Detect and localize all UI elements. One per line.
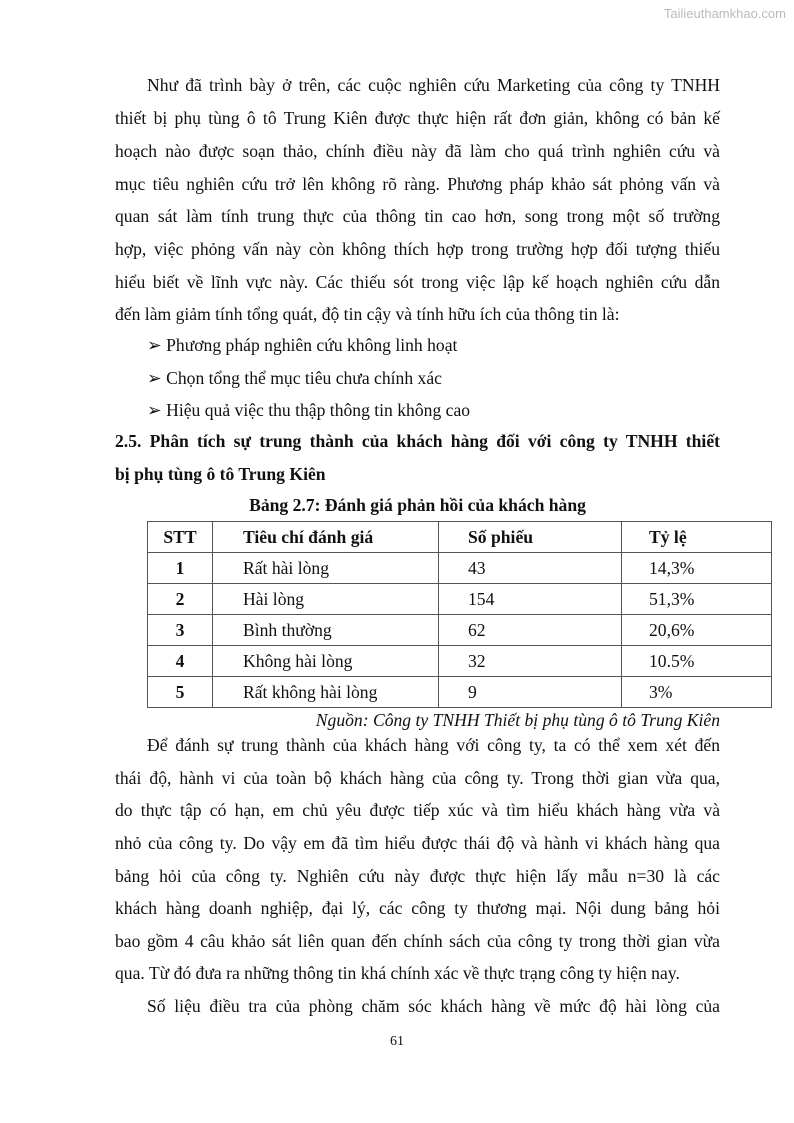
cell: 3 [148,615,213,646]
paragraph-line: hoạch nào được soạn thảo, chính điều này đã làm cho quá trình nghiên cứu và [115,141,720,161]
table-row [148,584,772,615]
paragraph-line: đến làm giảm tính tổng quát, độ tin cậy và tính hữu ích của thông tin là: [115,304,620,324]
paragraph-line: nhỏ của công ty. Do vậy em đã tìm hiểu được thái độ và hành vi khách hàng qua [115,833,720,853]
cell: 32 [439,646,622,677]
paragraph-line: Như đã trình bày ở trên, các cuộc nghiên cứu Marketing của công ty TNHH [147,75,720,95]
section-heading: bị phụ tùng ô tô Trung Kiên [115,464,326,484]
column-header: Tỷ lệ [622,522,772,553]
cell: 5 [148,677,213,708]
column-header: STT [148,522,213,553]
bullet-item: ➢ Phương pháp nghiên cứu không linh hoạt [147,335,458,355]
cell: 10.5% [622,646,772,677]
table-row [148,677,772,708]
table-source: Nguồn: Công ty TNHH Thiết bị phụ tùng ô tô Trung Kiên [315,710,720,730]
cell: 1 [148,553,213,584]
cell: 2 [148,584,213,615]
paragraph-line: hợp, việc phỏng vấn này còn không thích hợp trong trường hợp đối tượng thiếu [115,239,720,259]
paragraph-line: do thực tập có hạn, em chủ yêu được tiếp xúc và tìm hiểu khách hàng vừa và [115,800,720,820]
cell: 62 [439,615,622,646]
table-header-row [148,522,772,553]
page-number: 61 [390,1034,404,1049]
cell: Hài lòng [213,584,439,615]
bullet-item: ➢ Hiệu quả việc thu thập thông tin không cao [147,400,471,420]
cell: Rất không hài lòng [213,677,439,708]
cell: 20,6% [622,615,772,646]
section-heading: 2.5. Phân tích sự trung thành của khách hàng đối với công ty TNHH thiết [115,431,720,451]
paragraph-line: bảng hỏi của công ty. Nghiên cứu này được thực hiện lấy mẫu n=30 là các [115,866,720,886]
watermark: Tailieuthamkhao.com [663,6,786,21]
cell: 51,3% [622,584,772,615]
cell: Không hài lòng [213,646,439,677]
paragraph-line: Số liệu điều tra của phòng chăm sóc khách hàng về mức độ hài lòng của [147,996,720,1016]
cell: 4 [148,646,213,677]
table-caption: Bảng 2.7: Đánh giá phản hồi của khách hàng [249,495,586,515]
paragraph-line: bao gồm 4 câu khảo sát liên quan đến chính sách của công ty trong thời gian vừa [115,931,720,951]
paragraph-line: khách hàng doanh nghiệp, đại lý, các công ty thương mại. Nội dung bảng hỏi [115,898,720,918]
paragraph-line: hiểu biết về lĩnh vực này. Các thiếu sót trong việc lập kế hoạch nghiên cứu dẫn [115,272,720,292]
paragraph-line: thái độ, hành vi của toàn bộ khách hàng của công ty. Trong thời gian vừa qua, [115,768,720,788]
paragraph-line: mục tiêu nghiên cứu trở lên không rõ ràng. Phương pháp khảo sát phỏng vấn và [115,174,720,194]
feedback-table [147,521,772,708]
cell: Rất hài lòng [213,553,439,584]
cell: 154 [439,584,622,615]
cell: 3% [622,677,772,708]
paragraph-line: Để đánh sự trung thành của khách hàng với công ty, ta có thể xem xét đến [147,735,720,755]
cell: 14,3% [622,553,772,584]
paragraph-line: quan sát làm tính trung thực của thông tin cao hơn, song trong một số trường [115,206,720,226]
table-row [148,615,772,646]
cell: Bình thường [213,615,439,646]
column-header: Tiêu chí đánh giá [213,522,439,553]
paragraph-line: thiết bị phụ tùng ô tô Trung Kiên được thực hiện rất đơn giản, không có bản kế [115,108,720,128]
cell: 9 [439,677,622,708]
table-row [148,553,772,584]
bullet-item: ➢ Chọn tổng thể mục tiêu chưa chính xác [147,368,442,388]
column-header: Số phiếu [439,522,622,553]
cell: 43 [439,553,622,584]
table-row [148,646,772,677]
paragraph-line: qua. Từ đó đưa ra những thông tin khá chính xác về thực trạng công ty hiện nay. [115,963,680,983]
